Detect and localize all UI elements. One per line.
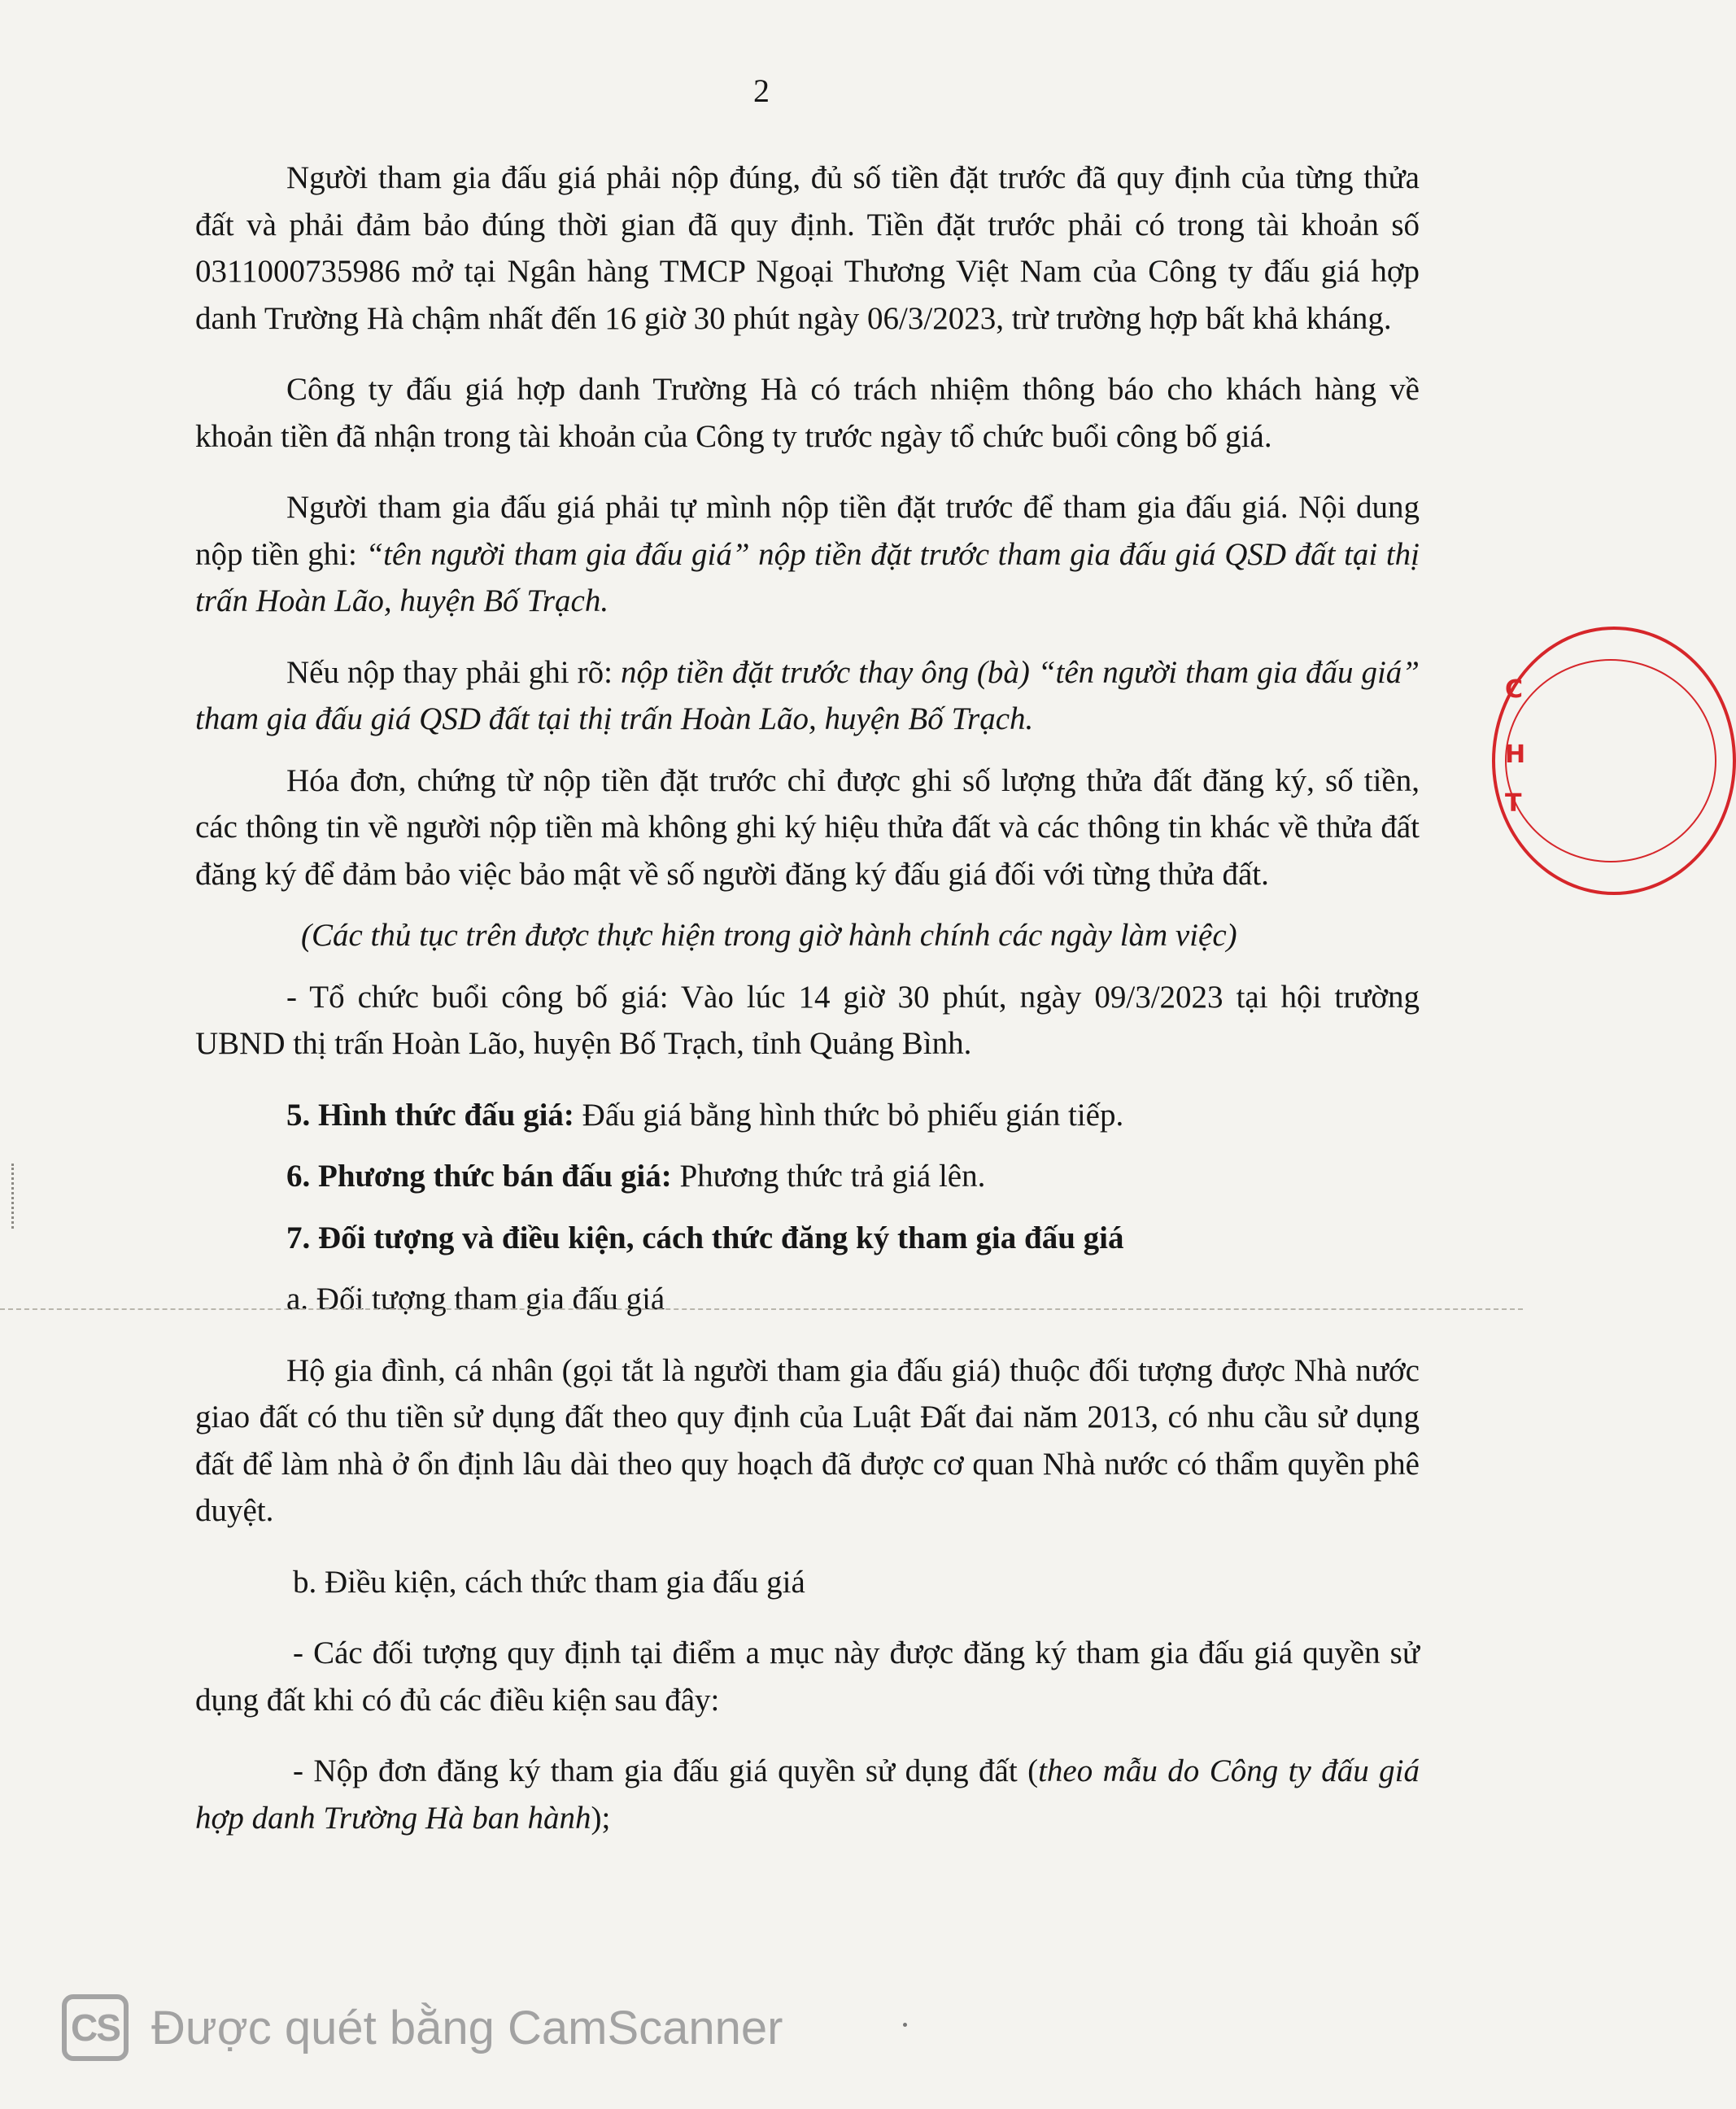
- section-6-title: 6. Phương thức bán đấu giá:: [286, 1159, 672, 1194]
- application-form-italic: theo mẫu do Công ty đấu giá hợp danh Trường Hà ban hành: [195, 1753, 1420, 1836]
- paragraph-notification: Công ty đấu giá hợp danh Trường Hà có trách nhiệm thông báo cho khách hàng về khoản tiền đã nhận trong tài khoản của Công ty trước ngày tổ chức buổi công bố giá.: [195, 372, 1420, 454]
- binding-marks: [11, 1164, 16, 1229]
- red-seal-stamp-fragment: [1481, 627, 1526, 895]
- document-body: [195, 155, 1420, 1841]
- scan-speck: [903, 2023, 907, 2027]
- paragraph-proxy-payment: [195, 649, 1420, 743]
- camscanner-watermark: [62, 1990, 783, 2065]
- section-7b-heading: b. Điều kiện, cách thức tham gia đấu giá: [293, 1564, 805, 1600]
- proxy-payment-text: Nếu nộp thay phải ghi rõ:: [286, 654, 621, 690]
- seal-inner-ring: [1505, 659, 1716, 862]
- watermark-text: Được quét bằng CamScanner: [151, 2001, 783, 2054]
- section-5-text: Đấu giá bằng hình thức bỏ phiếu gián tiếp.: [574, 1097, 1124, 1133]
- paragraph-invoice: Hóa đơn, chứng từ nộp tiền đặt trước chỉ được ghi số lượng thửa đất đăng ký, số tiền, các thông tin về người nộp tiền mà không ghi ký hiệu thửa đất và các thông tin khác về thửa đất đăng ký để đảm bảo việc bảo mật về số người đăng ký đấu giá đối với từng thửa đất.: [195, 762, 1420, 892]
- seal-letter: T: [1505, 789, 1522, 818]
- payment-content-text: Người tham gia đấu giá phải tự mình nộp tiền đặt trước để tham gia đấu giá. Nội dung nộp tiền ghi:: [195, 490, 1420, 572]
- seal-letter: H: [1505, 740, 1526, 769]
- section-5-title: 5. Hình thức đấu giá:: [286, 1097, 574, 1133]
- section-7-title: 7. Đối tượng và điều kiện, cách thức đăng ký tham gia đấu giá: [286, 1220, 1124, 1255]
- paragraph-eligible-subjects: Hộ gia đình, cá nhân (gọi tắt là người tham gia đấu giá) thuộc đối tượng được Nhà nước giao đất có thu tiền sử dụng đất theo quy định của Luật Đất đai năm 2013, có nhu cầu sử dụng đất để làm nhà ở ổn định lâu dài theo quy hoạch đã được cơ quan Nhà nước có thẩm quyền phê duyệt.: [195, 1352, 1420, 1528]
- page-fold-line: [0, 1308, 1523, 1310]
- proxy-payment-italic: nộp tiền đặt trước thay ông (bà) “tên người tham gia đấu giá” tham gia đấu giá QSD đất tại thị trấn Hoàn Lão, huyện Bố Trạch.: [195, 654, 1420, 736]
- camscanner-logo-icon: CS: [62, 1994, 129, 2061]
- paragraph-application-form: [195, 1748, 1420, 1841]
- application-form-text-a: - Nộp đơn đăng ký tham gia đấu giá quyền sử dụng đất (: [293, 1753, 1039, 1788]
- paragraph-deposit-rules: Người tham gia đấu giá phải nộp đúng, đủ số tiền đặt trước đã quy định của từng thửa đất và phải đảm bảo đúng thời gian đã quy định. Tiền đặt trước phải có trong tài khoản số 0311000735986 mở tại Ngân hàng TMCP Ngoại Thương Việt Nam của Công ty đấu giá hợp danh Trường Hà chậm nhất đến 16 giờ 30 phút ngày 06/3/2023, trừ trường hợp bất khả kháng.: [195, 160, 1420, 336]
- payment-content-italic: “tên người tham gia đấu giá” nộp tiền đặt trước tham gia đấu giá QSD đất tại thị trấn Hoàn Lão, huyện Bố Trạch.: [195, 536, 1420, 618]
- paragraph-announcement-schedule: - Tổ chức buổi công bố giá: Vào lúc 14 giờ 30 phút, ngày 09/3/2023 tại hội trường UBND thị trấn Hoàn Lão, huyện Bố Trạch, tỉnh Quảng Bình.: [195, 979, 1420, 1061]
- seal-letter: C: [1505, 675, 1524, 704]
- section-6-text: Phương thức trả giá lên.: [671, 1159, 986, 1194]
- section-7a-heading: a. Đối tượng tham gia đấu giá: [286, 1282, 665, 1316]
- paragraph-conditions-intro: - Các đối tượng quy định tại điểm a mục này được đăng ký tham gia đấu giá quyền sử dụng đất khi có đủ các điều kiện sau đây:: [195, 1635, 1420, 1718]
- paragraph-office-hours-note: (Các thủ tục trên được thực hiện trong giờ hành chính các ngày làm việc): [301, 918, 1237, 953]
- section-5-auction-form: [195, 1092, 1420, 1139]
- application-form-text-c: );: [591, 1800, 611, 1836]
- section-6-auction-method: [195, 1153, 1420, 1200]
- page-number: 2: [753, 72, 770, 109]
- paragraph-payment-content: [195, 484, 1420, 625]
